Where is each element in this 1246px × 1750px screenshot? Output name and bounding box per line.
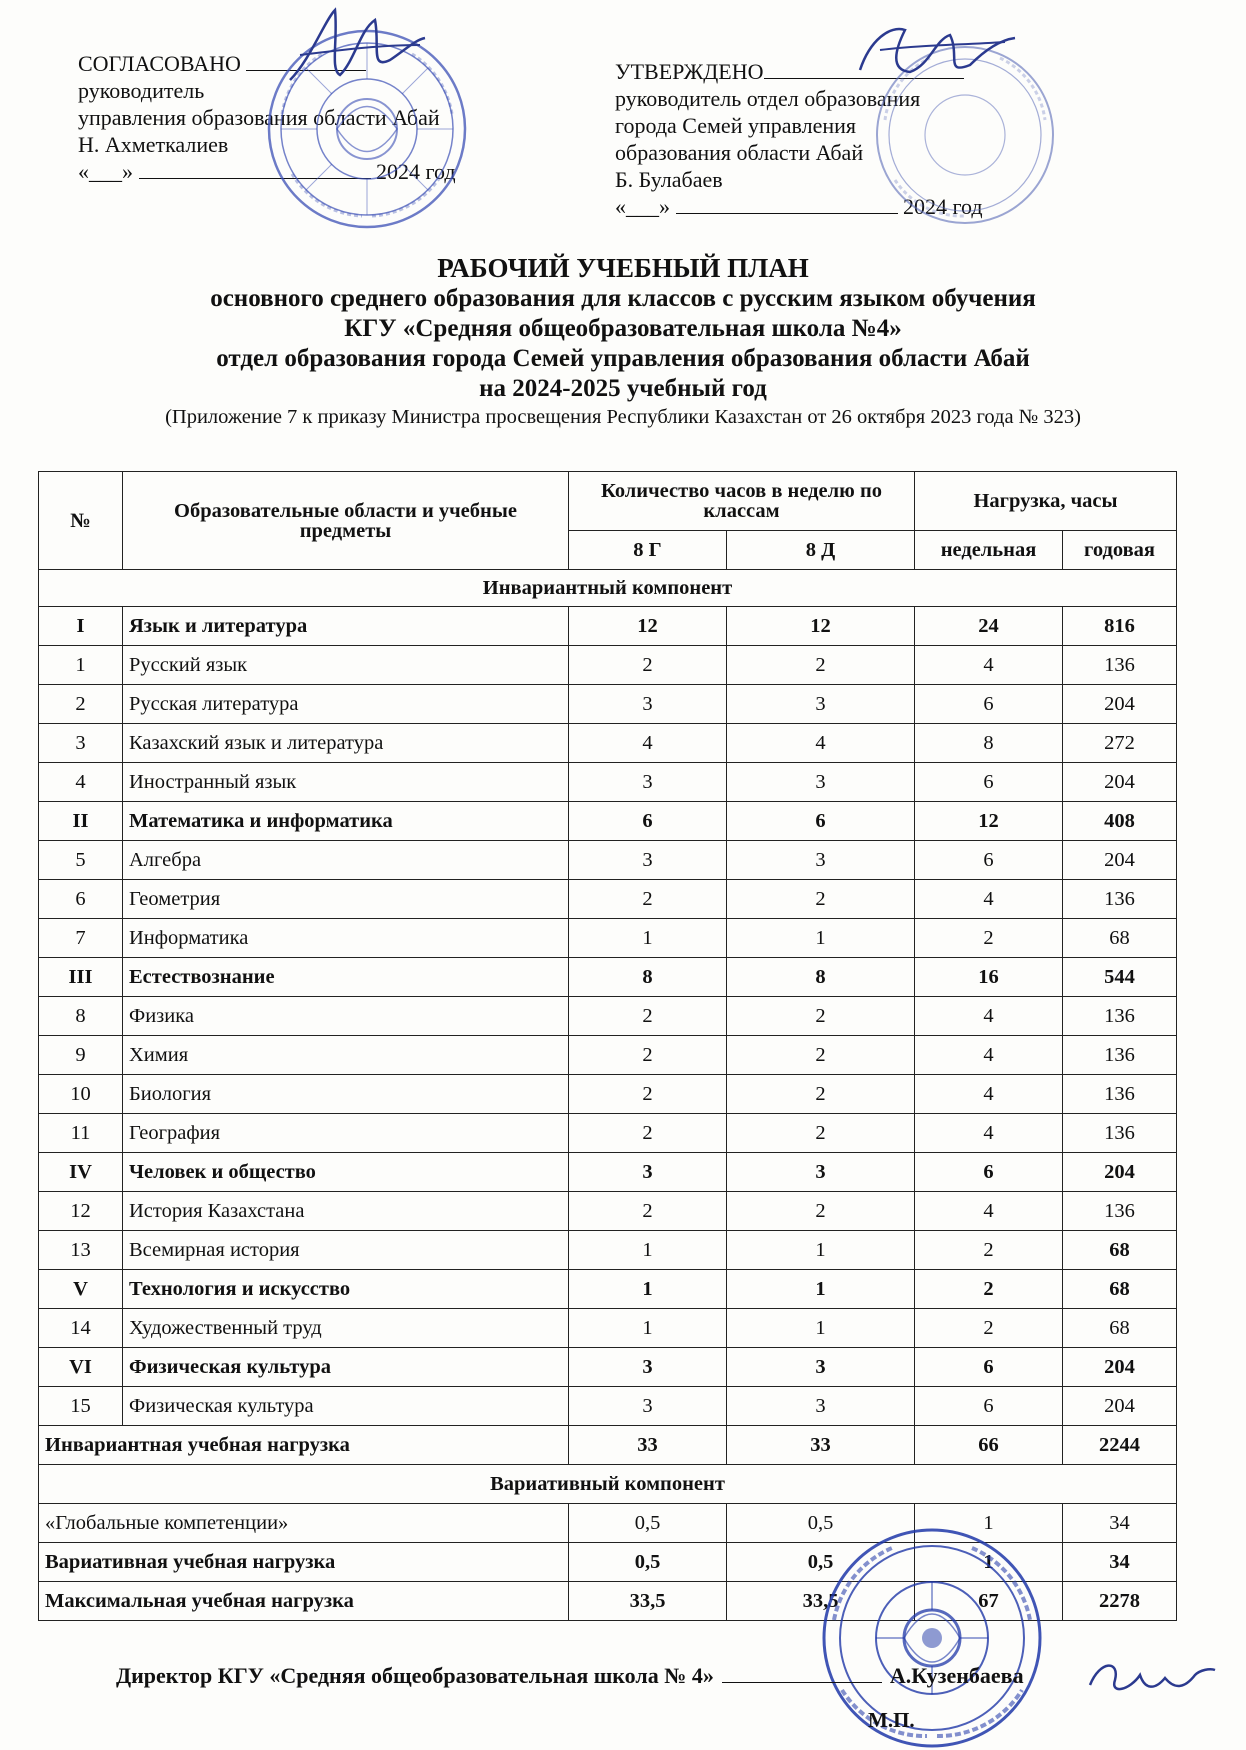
row-weekly: 4 (915, 646, 1063, 685)
row-weekly: 2 (915, 919, 1063, 958)
row-hours-8d: 2 (727, 1114, 915, 1153)
row-hours-8d: 3 (727, 1153, 915, 1192)
approval-right-org-1: города Семей управления (615, 113, 857, 138)
date-line (676, 193, 898, 214)
section-invariant: Инвариантный компонент (39, 570, 1177, 607)
header-load: Нагрузка, часы (915, 472, 1177, 531)
row-subject: Русский язык (123, 646, 569, 685)
row-hours-8d: 12 (727, 607, 915, 646)
row-subject: Математика и информатика (123, 802, 569, 841)
variative-total-row-weekly: 1 (915, 1543, 1063, 1582)
signature-director (1080, 1640, 1220, 1710)
category-row (39, 1270, 1177, 1309)
row-weekly: 2 (915, 1309, 1063, 1348)
row-number: 15 (39, 1387, 123, 1426)
row-hours-8d: 2 (727, 997, 915, 1036)
subject-row (39, 841, 1177, 880)
row-hours-8g: 1 (569, 1231, 727, 1270)
row-hours-8g: 3 (569, 685, 727, 724)
approval-left-year: 2024 год (376, 159, 456, 184)
row-annual: 136 (1063, 1114, 1177, 1153)
invariant-total-row-label: Инвариантная учебная нагрузка (39, 1426, 569, 1465)
row-number: 5 (39, 841, 123, 880)
stamp-place-label: М.П. (868, 1708, 915, 1732)
row-subject: Иностранный язык (123, 763, 569, 802)
subject-row (39, 1036, 1177, 1075)
subject-row (39, 1075, 1177, 1114)
row-weekly: 4 (915, 997, 1063, 1036)
row-hours-8d: 3 (727, 841, 915, 880)
row-number: 3 (39, 724, 123, 763)
row-number: 4 (39, 763, 123, 802)
row-annual: 136 (1063, 1036, 1177, 1075)
header-weekly: недельная (915, 531, 1063, 570)
global-competencies-row-8d: 0,5 (727, 1504, 915, 1543)
subject-row (39, 1114, 1177, 1153)
row-hours-8g: 2 (569, 1075, 727, 1114)
row-number: 1 (39, 646, 123, 685)
row-hours-8d: 1 (727, 919, 915, 958)
row-weekly: 8 (915, 724, 1063, 763)
row-annual: 136 (1063, 1075, 1177, 1114)
title-reference: (Приложение 7 к приказу Министра просвещения Республики Казахстан от 26 октября 2023 года № 323) (165, 406, 1081, 428)
subject-row (39, 1387, 1177, 1426)
row-hours-8d: 3 (727, 763, 915, 802)
row-subject: Биология (123, 1075, 569, 1114)
approval-right-name: Б. Булабаев (615, 167, 723, 192)
approval-left-org: управления образования области Абай (78, 105, 440, 130)
row-weekly: 12 (915, 802, 1063, 841)
row-number: 13 (39, 1231, 123, 1270)
row-hours-8d: 3 (727, 1348, 915, 1387)
approval-left-label: СОГЛАСОВАНО (78, 51, 241, 76)
header-num: № (39, 472, 123, 570)
row-hours-8g: 12 (569, 607, 727, 646)
row-weekly: 6 (915, 1348, 1063, 1387)
row-weekly: 24 (915, 607, 1063, 646)
section-variative: Вариативный компонент (39, 1465, 1177, 1504)
row-hours-8d: 2 (727, 1036, 915, 1075)
row-hours-8g: 2 (569, 1036, 727, 1075)
row-subject: Естествознание (123, 958, 569, 997)
row-weekly: 2 (915, 1270, 1063, 1309)
global-competencies-row-annual: 34 (1063, 1504, 1177, 1543)
row-weekly: 6 (915, 685, 1063, 724)
row-hours-8g: 3 (569, 763, 727, 802)
row-weekly: 6 (915, 841, 1063, 880)
row-weekly: 4 (915, 1036, 1063, 1075)
row-annual: 136 (1063, 997, 1177, 1036)
row-hours-8g: 2 (569, 1114, 727, 1153)
row-subject: Язык и литература (123, 607, 569, 646)
director-name: А.Кузенбаева (889, 1663, 1024, 1688)
title-main: РАБОЧИЙ УЧЕБНЫЙ ПЛАН (437, 253, 809, 283)
max-total-row-weekly: 67 (915, 1582, 1063, 1621)
row-number: IV (39, 1153, 123, 1192)
row-number: V (39, 1270, 123, 1309)
title-line-5: на 2024-2025 учебный год (479, 375, 767, 402)
row-hours-8d: 3 (727, 685, 915, 724)
row-weekly: 4 (915, 1075, 1063, 1114)
category-row (39, 607, 1177, 646)
row-hours-8d: 3 (727, 1387, 915, 1426)
subject-row (39, 880, 1177, 919)
subject-row (39, 997, 1177, 1036)
row-hours-8g: 2 (569, 646, 727, 685)
row-annual: 408 (1063, 802, 1177, 841)
header-class-8g: 8 Г (569, 531, 727, 570)
row-subject: Геометрия (123, 880, 569, 919)
row-number: II (39, 802, 123, 841)
row-hours-8g: 1 (569, 919, 727, 958)
row-annual: 816 (1063, 607, 1177, 646)
variative-total-row-annual: 34 (1063, 1543, 1177, 1582)
row-annual: 68 (1063, 1270, 1177, 1309)
row-subject: Физическая культура (123, 1387, 569, 1426)
row-number: 10 (39, 1075, 123, 1114)
title-line-2: основного среднего образования для классов с русским языком обучения (210, 285, 1036, 312)
row-subject: История Казахстана (123, 1192, 569, 1231)
row-number: 7 (39, 919, 123, 958)
row-weekly: 4 (915, 1114, 1063, 1153)
invariant-total-row-8g: 33 (569, 1426, 727, 1465)
document-title (0, 252, 1246, 430)
title-line-4: отдел образования города Семей управления образования области Абай (216, 345, 1030, 372)
global-competencies-row-weekly: 1 (915, 1504, 1063, 1543)
row-annual: 272 (1063, 724, 1177, 763)
subject-row (39, 919, 1177, 958)
row-number: 9 (39, 1036, 123, 1075)
category-row (39, 958, 1177, 997)
variative-total-row-8g: 0,5 (569, 1543, 727, 1582)
row-subject: Физическая культура (123, 1348, 569, 1387)
row-hours-8g: 1 (569, 1309, 727, 1348)
row-hours-8d: 1 (727, 1309, 915, 1348)
row-hours-8g: 2 (569, 880, 727, 919)
row-number: 2 (39, 685, 123, 724)
row-number: I (39, 607, 123, 646)
header-annual: годовая (1063, 531, 1177, 570)
subject-row (39, 724, 1177, 763)
row-weekly: 6 (915, 763, 1063, 802)
row-hours-8d: 2 (727, 1192, 915, 1231)
row-hours-8g: 8 (569, 958, 727, 997)
variative-total-row-label: Вариативная учебная нагрузка (39, 1543, 569, 1582)
row-hours-8d: 2 (727, 1075, 915, 1114)
row-annual: 136 (1063, 880, 1177, 919)
row-number: 11 (39, 1114, 123, 1153)
approval-left-name: Н. Ахметкалиев (78, 132, 229, 157)
global-competencies-row-8g: 0,5 (569, 1504, 727, 1543)
row-subject: Художественный труд (123, 1309, 569, 1348)
round-stamp-bottom (812, 1520, 1052, 1750)
row-subject: Алгебра (123, 841, 569, 880)
signature-right (850, 10, 1020, 100)
row-hours-8g: 6 (569, 802, 727, 841)
director-title: Директор КГУ «Средняя общеобразовательная школа № 4» (116, 1663, 714, 1688)
category-row (39, 1348, 1177, 1387)
row-subject: Информатика (123, 919, 569, 958)
global-competencies-row-label: «Глобальные компетенции» (39, 1504, 569, 1543)
header-hours-per-week: Количество часов в неделю по классам (569, 472, 915, 531)
row-subject: Физика (123, 997, 569, 1036)
row-annual: 204 (1063, 1348, 1177, 1387)
subject-row (39, 1192, 1177, 1231)
row-hours-8d: 6 (727, 802, 915, 841)
approval-right-position: руководитель отдел образования (615, 86, 921, 111)
row-hours-8g: 2 (569, 997, 727, 1036)
subject-row (39, 685, 1177, 724)
approval-right-label: УТВЕРЖДЕНО (615, 59, 764, 84)
invariant-total-row-annual: 2244 (1063, 1426, 1177, 1465)
approval-left-position: руководитель (78, 78, 205, 103)
subject-row (39, 1309, 1177, 1348)
signature-left (280, 0, 430, 100)
row-hours-8g: 2 (569, 1192, 727, 1231)
row-weekly: 4 (915, 880, 1063, 919)
variative-total-row-8d: 0,5 (727, 1543, 915, 1582)
row-weekly: 16 (915, 958, 1063, 997)
row-number: VI (39, 1348, 123, 1387)
row-annual: 136 (1063, 1192, 1177, 1231)
row-annual: 204 (1063, 1387, 1177, 1426)
row-annual: 68 (1063, 919, 1177, 958)
row-hours-8d: 1 (727, 1231, 915, 1270)
row-hours-8d: 2 (727, 646, 915, 685)
row-hours-8d: 8 (727, 958, 915, 997)
row-annual: 204 (1063, 685, 1177, 724)
row-weekly: 2 (915, 1231, 1063, 1270)
row-annual: 204 (1063, 763, 1177, 802)
row-hours-8g: 3 (569, 841, 727, 880)
row-hours-8g: 3 (569, 1387, 727, 1426)
max-total-row-8d: 33,5 (727, 1582, 915, 1621)
director-line (116, 1662, 1024, 1689)
row-weekly: 4 (915, 1192, 1063, 1231)
approval-right-year: 2024 год (903, 194, 983, 219)
row-annual: 136 (1063, 646, 1177, 685)
header-subjects: Образовательные области и учебные предметы (123, 472, 569, 570)
row-annual: 204 (1063, 841, 1177, 880)
row-annual: 204 (1063, 1153, 1177, 1192)
row-subject: География (123, 1114, 569, 1153)
row-weekly: 6 (915, 1387, 1063, 1426)
max-total-row-8g: 33,5 (569, 1582, 727, 1621)
row-hours-8g: 1 (569, 1270, 727, 1309)
row-number: 8 (39, 997, 123, 1036)
approval-right-date-prefix: «___» (615, 194, 670, 219)
subject-row (39, 1231, 1177, 1270)
row-subject: Технология и искусство (123, 1270, 569, 1309)
row-subject: Химия (123, 1036, 569, 1075)
subject-row (39, 646, 1177, 685)
row-number: 12 (39, 1192, 123, 1231)
row-hours-8g: 3 (569, 1153, 727, 1192)
max-total-row-label: Максимальная учебная нагрузка (39, 1582, 569, 1621)
signature-line (722, 1662, 882, 1683)
invariant-total-row-8d: 33 (727, 1426, 915, 1465)
curriculum-table (38, 471, 1177, 1621)
row-weekly: 6 (915, 1153, 1063, 1192)
row-number: 6 (39, 880, 123, 919)
row-annual: 68 (1063, 1309, 1177, 1348)
row-subject: Казахский язык и литература (123, 724, 569, 763)
category-row (39, 802, 1177, 841)
approval-left-date-prefix: «___» (78, 159, 133, 184)
row-subject: Человек и общество (123, 1153, 569, 1192)
row-hours-8g: 4 (569, 724, 727, 763)
row-annual: 544 (1063, 958, 1177, 997)
row-annual: 68 (1063, 1231, 1177, 1270)
row-hours-8d: 1 (727, 1270, 915, 1309)
approval-right-org-2: образования области Абай (615, 140, 864, 165)
row-hours-8d: 2 (727, 880, 915, 919)
row-hours-8g: 3 (569, 1348, 727, 1387)
invariant-total-row (39, 1426, 1177, 1465)
invariant-total-row-weekly: 66 (915, 1426, 1063, 1465)
max-total-row-annual: 2278 (1063, 1582, 1177, 1621)
category-row (39, 1153, 1177, 1192)
row-subject: Русская литература (123, 685, 569, 724)
row-hours-8d: 4 (727, 724, 915, 763)
title-line-3: КГУ «Средняя общеобразовательная школа №4» (344, 315, 902, 342)
row-number: 14 (39, 1309, 123, 1348)
header-class-8d: 8 Д (727, 531, 915, 570)
subject-row (39, 763, 1177, 802)
row-number: III (39, 958, 123, 997)
row-subject: Всемирная история (123, 1231, 569, 1270)
